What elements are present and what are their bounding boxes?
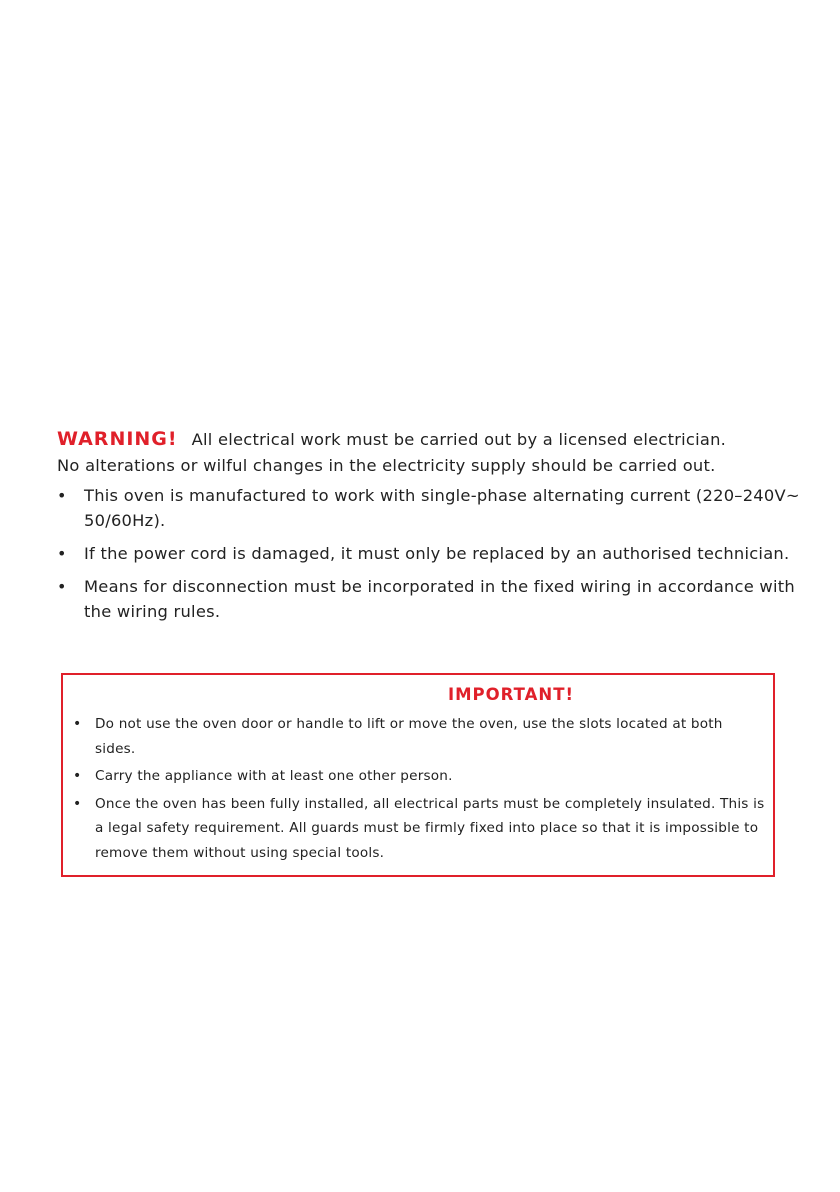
bullet-icon: • [57, 544, 67, 563]
important-box [61, 673, 775, 877]
bullet-icon: • [57, 577, 67, 596]
important-bullet-list [63, 712, 773, 865]
bullet-icon: • [73, 716, 82, 732]
important-title: IMPORTANT! [448, 685, 574, 704]
bullet-icon: • [73, 795, 82, 812]
list-item [57, 574, 817, 624]
bullet-icon: • [57, 486, 67, 505]
list-item [57, 541, 817, 566]
warning-bullet-list [57, 483, 817, 624]
warning-heading-line [57, 426, 817, 453]
list-item [73, 792, 773, 866]
list-item-text: This oven is manufactured to work with single-phase alternating current (220–240V~ 50/60Hz). [84, 486, 800, 530]
warning-section [57, 426, 817, 632]
list-item-text: Once the oven has been fully installed, all electrical parts must be completely insulated. This is a legal safety requirement. All guards must be firmly fixed into place so that it is impossible to remove them without using special tools. [95, 795, 765, 861]
list-item-text: If the power cord is damaged, it must only be replaced by an authorised technician. [84, 544, 790, 563]
list-item-text: Do not use the oven door or handle to lift or move the oven, use the slots located at both sides. [95, 716, 723, 757]
list-item-text: Means for disconnection must be incorporated in the fixed wiring in accordance with the wiring rules. [84, 577, 795, 621]
list-item [73, 764, 773, 789]
warning-line-2: No alterations or wilful changes in the electricity supply should be carried out. [57, 456, 716, 475]
warning-line-1: All electrical work must be carried out by a licensed electrician. [191, 430, 727, 449]
list-item [73, 712, 773, 761]
warning-label: WARNING! [57, 428, 178, 450]
list-item-text: Carry the appliance with at least one other person. [95, 768, 453, 784]
list-item [57, 483, 817, 533]
bullet-icon: • [73, 768, 82, 784]
